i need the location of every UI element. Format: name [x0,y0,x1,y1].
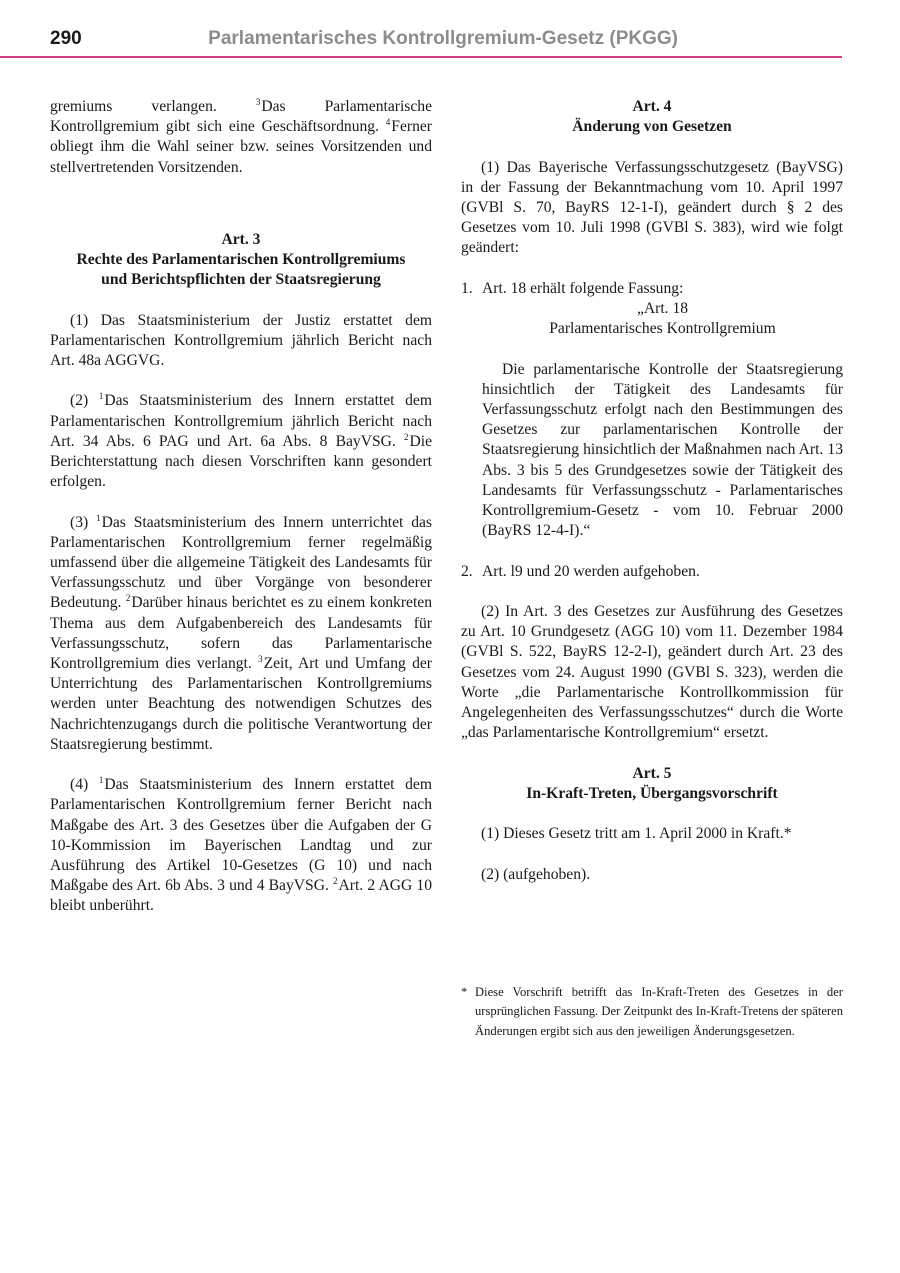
item-text: Art. l9 und 20 werden aufgehoben. [482,562,700,580]
item-number: 2. [461,562,473,580]
sentence-number: 2 [333,876,338,887]
article-5-number: Art. 5 [632,764,672,782]
footnote [461,983,843,1041]
article-3-number: Art. 3 [221,230,261,248]
article-5-paragraph-1: (1) Dieses Gesetz tritt am 1. April 2000 in Kraft.* [481,825,792,843]
article-4-paragraph-2: (2) In Art. 3 des Gesetzes zur Ausführung des Gesetzes zu Art. 10 Grundgesetz (AGG 10) vom 11. Dezember 1984 (GVBl S. 522, BayRS 12-2-I), geändert durch Art. 23 des Gesetzes vom 24. August 1990 (GVBl S. 323), werden die Worte „die Parlamentarische Kontrollkommission für Angelegenheiten des Verfassungsschutzes“ durch die Worte „das Parlamentarische Kontrollgremium“ ersetzt. [461,603,843,742]
paragraph-number: (3) [70,513,97,531]
sentence: Die Berichterstattung nach diesen Vorschriften kann gesondert erfolgen. [50,432,432,491]
sentence: Darüber hinaus berichtet es zu einem konkreten Thema aus dem Aufgabenbereich des Landesamts für Verfassungsschutz, sofern das Parlamentarische Kontrollgremium dies verlangt. [50,594,432,673]
article-3-paragraph-1: (1) Das Staatsministerium der Justiz erstattet dem Parlamentarischen Kontrollgremium jährlich Bericht nach Art. 48a AGGVG. [50,311,432,370]
sentence: Das Staatsministerium des Innern erstattet dem Parlamentarischen Kontrollgremium ferner Bericht nach Maßgabe des Art. 3 des Gesetzes über die Aufgaben der G 10-Kommission im Bayerischen Landtag und zur Ausführung des Artikel 10-Gesetzes (G 10) und nach Maßgabe des Art. 6b Abs. 3 und 4 BayVSG. [50,776,432,895]
sentence: Das Parlamentarische Kontrollgremium gibt sich eine Geschäftsordnung. [50,98,432,136]
running-title: Parlamentarisches Kontrollgremium-Gesetz (PKGG) [208,28,678,49]
quoted-article-number: „Art. 18 [636,300,689,317]
article-4-number: Art. 4 [632,98,672,115]
sentence-number: 4 [385,117,391,128]
article-3-paragraph-2 [50,391,432,492]
item-number: 1. [461,279,473,297]
sentence: Zeit, Art und Umfang der Unterrichtung des Parlamentarischen Kontrollgremiums werden unter Beachtung des notwendigen Schutzes des Nachrichtenzugangs durch die politische Verantwortung der Staatsregierung bestimmt. [50,655,432,753]
footnote-text: Diese Vorschrift betrifft das In-Kraft-Treten des Gesetzes in der ursprünglichen Fassung. Der Zeitpunkt des In-Kraft-Tretens der späteren Änderungen ergibt sich aus den jeweiligen Änderungsgesetzen. [475,985,843,1038]
paragraph-number: (4) [70,776,99,794]
page-header [0,0,842,58]
sentence-number: 3 [255,97,261,107]
article-3-paragraph-3 [50,513,432,755]
item-text: Art. 18 erhält folgende Fassung: [482,279,684,297]
article-3-paragraph-4 [50,775,432,916]
article-3-title-line-2: und Berichtspflichten der Staatsregierung [101,271,381,289]
continued-paragraph [50,97,432,178]
sentence-number: 1 [96,512,101,523]
footnote-mark: * [461,985,468,999]
quoted-article-18 [461,299,843,541]
sentence: Das Staatsministerium des Innern erstattet dem Parlamentarischen Kontrollgremium jährlich Bericht nach Art. 34 Abs. 6 PAG und Art. 6a Abs. 8 BayVSG. [50,392,432,450]
sentence: gremiums verlangen. [50,98,256,115]
quoted-article-title: Parlamentarisches Kontrollgremium [549,320,776,338]
article-5-title: In-Kraft-Treten, Übergangsvorschrift [526,784,778,802]
quoted-article-body: Die parlamentarische Kontrolle der Staatsregierung hinsichtlich der Tätigkeit des Landesamts für Verfassungsschutz erfolgt nach den Bestimmungen des Gesetzes zur parlamentarischen Kontrolle der Staatsregierung hinsichtlich der Maßnahmen nach Art. 13 Abs. 3 bis 5 des Grundgesetzes sowie der Tätigkeit des Landesamts für Verfassungsschutz - Parlamentarisches Kontrollgremium-Gesetz - vom 10. Februar 2000 (BayRS 12-4-I).“ [482,360,843,540]
page-number: 290 [50,28,82,49]
right-column [461,97,843,885]
article-4-paragraph-1: (1) Das Bayerische Verfassungsschutzgesetz (BayVSG) in der Fassung der Bekanntmachung vom 10. April 1997 (GVBl S. 70, BayRS 12-1-I), geändert durch § 2 des Gesetzes vom 10. Juli 1998 (GVBl S. 383), wird wie folgt geändert: [461,158,843,257]
paragraph-number: (2) [70,392,99,410]
sentence: Art. 2 AGG 10 bleibt unberührt. [50,877,432,915]
amendment-item-2 [461,562,843,582]
sentence-number: 2 [403,431,409,442]
sentence: Das Staatsministerium des Innern unterrichtet das Parlamentarischen Kontrollgremium ferner regelmäßig umfassend über die allgemeine Tätigkeit des Landesamts für Verfassungsschutz und über Vorgänge von besonderer Bedeutung. [50,513,432,612]
sentence-number: 1 [98,775,104,786]
sentence: Ferner obliegt ihm die Wahl seiner bzw. seines Vorsitzenden und stellvertretenden Vorsitzenden. [50,118,432,176]
sentence-number: 1 [98,391,104,402]
left-column [50,97,432,917]
sentence-number: 3 [258,654,263,665]
article-5-paragraph-2: (2) (aufgehoben). [481,865,591,883]
amendment-item-1 [461,279,843,299]
sentence-number: 2 [125,593,131,604]
article-4-title: Änderung von Gesetzen [572,118,732,136]
article-3-title-line-1: Rechte des Parlamentarischen Kontrollgremiums [76,251,406,269]
